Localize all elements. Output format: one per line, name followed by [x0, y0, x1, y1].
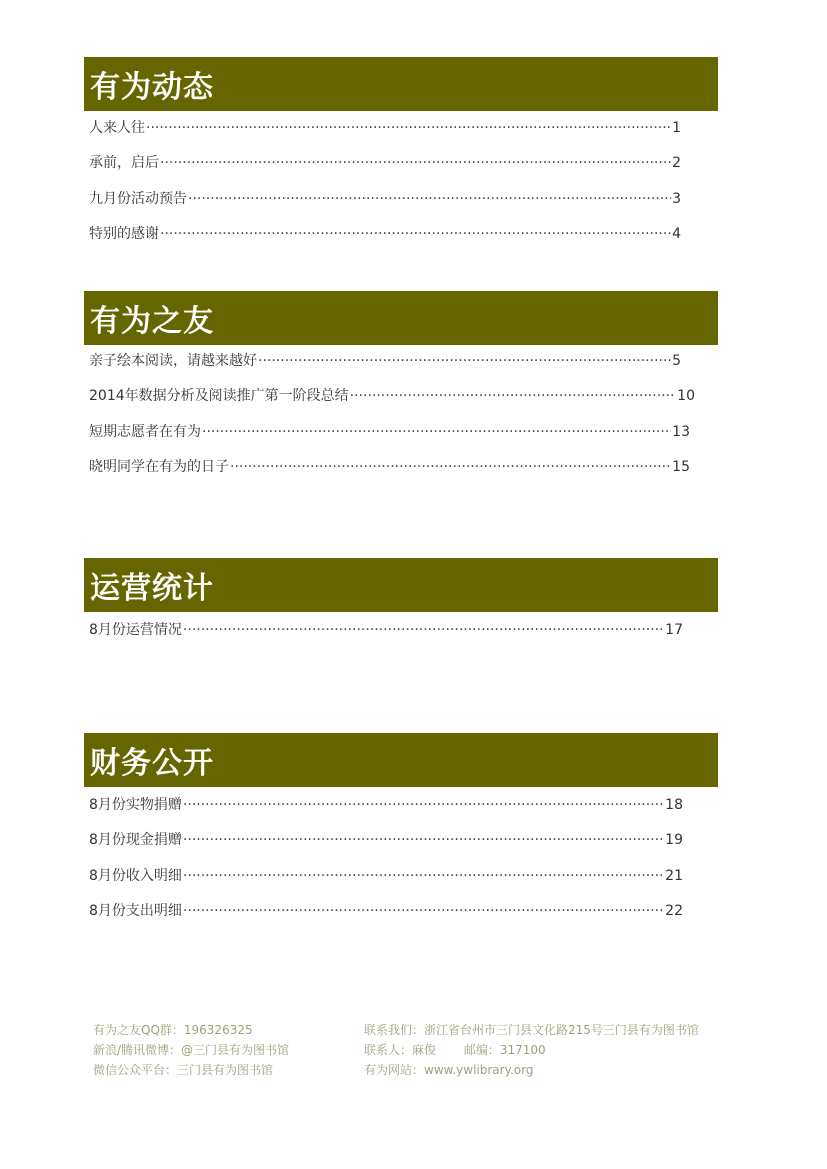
dot-leader [202, 422, 671, 442]
footer-wechat: 微信公众平台：三门县有为图书馆 [93, 1063, 274, 1077]
toc-entry-page: 5 [672, 353, 681, 369]
footer-contact-person: 联系人：麻俊 邮编：317100 [364, 1043, 546, 1057]
dot-leader [183, 901, 664, 921]
toc-entry-page: 4 [672, 226, 681, 243]
toc-entry-title: 亲子绘本阅读，请越来越好 [89, 353, 257, 369]
toc-entry-title: 九月份活动预告 [89, 190, 187, 207]
toc-entry-title: 8月份收入明细 [89, 867, 182, 884]
toc-entry-title: 8月份现金捐赠 [89, 832, 182, 849]
toc-entry[interactable] [89, 153, 681, 188]
section-header-finance [84, 733, 718, 787]
toc-entry-page: 21 [665, 867, 683, 884]
toc-entry-page: 17 [665, 622, 683, 638]
toc-entry-title: 晓明同学在有为的日子 [89, 459, 229, 476]
toc-entry-title: 8月份实物捐赠 [89, 797, 182, 813]
section-header-operations [84, 558, 718, 612]
footer-website[interactable]: 有为网站：www.ywlibrary.org [364, 1063, 534, 1077]
dot-leader [183, 620, 664, 640]
toc-entry-title: 特别的感谢 [89, 226, 159, 243]
footer-contact-right [364, 1020, 699, 1080]
section-title: 有为动态 [90, 70, 214, 105]
dot-leader [160, 153, 671, 173]
toc-entry[interactable] [89, 351, 681, 386]
toc-entry-page: 10 [677, 388, 695, 405]
toc-entry-page: 13 [672, 423, 690, 440]
toc-list-news [89, 118, 681, 260]
toc-entry[interactable] [89, 620, 683, 655]
toc-entry[interactable] [89, 386, 695, 421]
toc-entry-title: 短期志愿者在有为 [89, 423, 201, 440]
dot-leader [350, 386, 677, 406]
toc-entry[interactable] [89, 118, 681, 153]
toc-entry-title: 人来人往 [89, 120, 145, 136]
toc-entry[interactable] [89, 901, 683, 936]
footer-address: 联系我们：浙江省台州市三门县文化路215号三门县有为图书馆 [364, 1023, 699, 1037]
footer-weibo: 新浪/腾讯微博：@三门县有为图书馆 [93, 1043, 290, 1057]
toc-list-operations [89, 620, 683, 655]
toc-entry-page: 18 [665, 797, 683, 813]
section-title: 财务公开 [90, 746, 214, 781]
section-header-news [84, 57, 718, 111]
dot-leader [183, 795, 664, 815]
toc-entry[interactable] [89, 189, 681, 224]
toc-entry-page: 19 [665, 832, 683, 849]
toc-entry-title: 8月份运营情况 [89, 622, 182, 638]
dot-leader [160, 224, 671, 244]
footer-contact-left [93, 1020, 289, 1080]
dot-leader [183, 866, 664, 886]
dot-leader [183, 830, 664, 850]
toc-list-finance [89, 795, 683, 937]
section-header-friends [84, 291, 718, 345]
toc-entry-page: 3 [672, 190, 681, 207]
toc-entry[interactable] [89, 830, 683, 865]
toc-entry-page: 15 [672, 459, 690, 476]
toc-entry[interactable] [89, 422, 690, 457]
dot-leader [258, 351, 671, 371]
toc-entry-title: 2014年数据分析及阅读推广第一阶段总结 [89, 388, 349, 405]
toc-entry[interactable] [89, 795, 683, 830]
toc-entry[interactable] [89, 457, 690, 492]
toc-entry-page: 22 [665, 903, 683, 920]
toc-entry-title: 承前，启后 [89, 155, 159, 172]
toc-entry-page: 2 [672, 155, 681, 172]
dot-leader [146, 118, 671, 138]
footer-qq-group: 有为之友QQ群：196326325 [93, 1023, 253, 1037]
toc-list-friends [89, 351, 695, 493]
toc-entry-title: 8月份支出明细 [89, 903, 182, 920]
section-title: 运营统计 [90, 571, 214, 606]
toc-entry[interactable] [89, 224, 681, 259]
dot-leader [230, 457, 671, 477]
section-title: 有为之友 [90, 304, 214, 339]
toc-entry-page: 1 [672, 120, 681, 136]
toc-entry[interactable] [89, 866, 683, 901]
dot-leader [188, 189, 671, 209]
